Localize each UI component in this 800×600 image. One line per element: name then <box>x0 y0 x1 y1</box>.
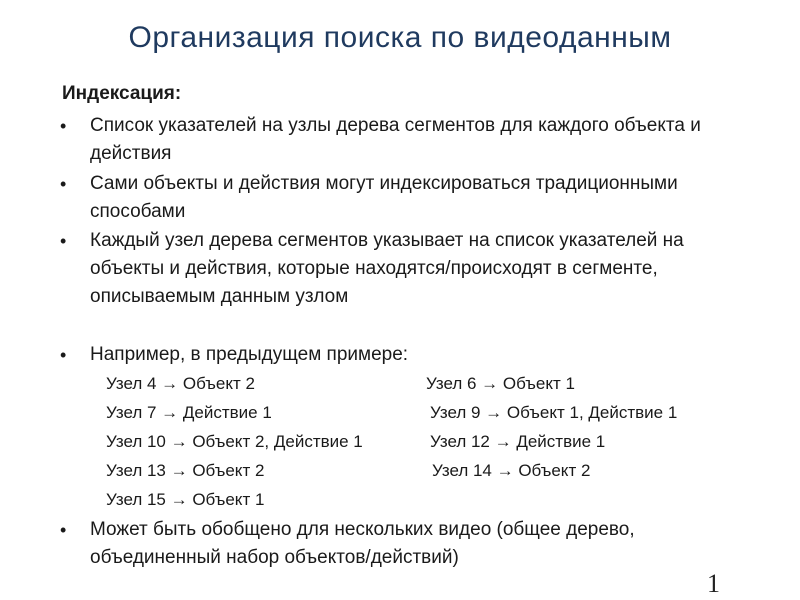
bullet-text: Может быть обобщено для нескольких видео (общее дерево, объединенный набор объектов/действий) <box>90 519 635 568</box>
example-mapping-cell: Узел 4 → Объект 2 <box>106 374 255 393</box>
example-mapping-cell: Узел 6 → Объект 1 <box>426 374 575 393</box>
example-mapping-cell: Узел 10 → Объект 2, Действие 1 <box>106 432 363 451</box>
bullet-item <box>60 170 740 226</box>
bullet-marker: • <box>60 231 67 251</box>
example-mapping-cell: Узел 14 → Объект 2 <box>432 461 591 480</box>
example-mapping-cell: Узел 12 → Действие 1 <box>430 432 606 451</box>
bullet-text: Сами объекты и действия могут индексироваться традиционными способами <box>90 173 678 222</box>
example-mapping-cell: Узел 13 → Объект 2 <box>106 461 265 480</box>
bullet-text: Каждый узел дерева сегментов указывает на список указателей на объекты и действия, которые находятся/происходят в сегменте, описываемым данным узлом <box>90 230 684 307</box>
example-mapping-cell: Узел 15 → Объект 1 <box>106 490 265 509</box>
bullet-item <box>60 227 740 339</box>
bullet-marker: • <box>60 520 67 540</box>
bullet-item <box>60 516 740 572</box>
bullet-text: Например, в предыдущем примере: <box>90 344 409 365</box>
bullet-item <box>60 341 740 369</box>
bullet-item <box>60 112 740 168</box>
bullet-text: Список указателей на узлы дерева сегментов для каждого объекта и действия <box>90 115 701 164</box>
bullet-marker: • <box>60 116 67 136</box>
example-mapping-cell: Узел 7 → Действие 1 <box>106 403 272 422</box>
example-mapping-cell: Узел 9 → Объект 1, Действие 1 <box>430 403 678 422</box>
page-number: 1 <box>707 569 720 598</box>
section-heading: Индексация: <box>62 83 182 104</box>
bullet-marker: • <box>60 345 67 365</box>
slide-title: Организация поиска по видеоданным <box>128 21 672 54</box>
bullet-marker: • <box>60 174 67 194</box>
